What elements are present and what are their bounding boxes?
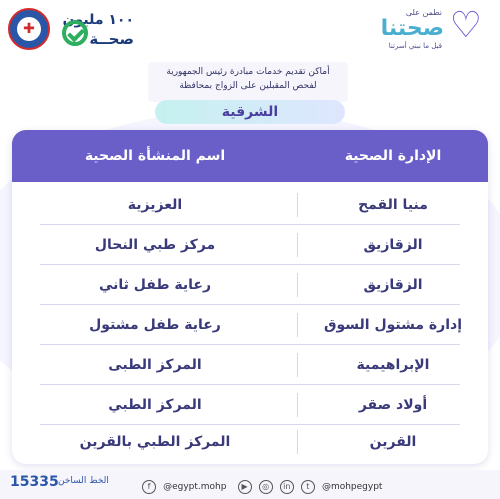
- checkmark-icon: [62, 20, 88, 46]
- facebook-handle[interactable]: @egypt.mohp: [163, 481, 227, 492]
- cell-health-administration: الزقازيق: [363, 277, 423, 293]
- hotline-label: الخط الساخن: [58, 476, 109, 486]
- cell-health-administration: الإبراهيمية: [356, 357, 430, 373]
- cell-facility-name: المركز الطبي بالقرين: [79, 434, 231, 450]
- header: [0, 0, 500, 60]
- social-handle[interactable]: @mohpegypt: [321, 481, 383, 492]
- column-divider: [297, 193, 298, 217]
- table-row: [12, 385, 488, 425]
- table-header: [12, 130, 488, 182]
- cell-facility-name: المركز الطبى: [108, 357, 202, 373]
- page-title: [148, 62, 348, 102]
- initiative-logo-subtitle: قبل ما نبني أسرتنا: [388, 42, 442, 50]
- initiative-logo-title: صحتنا: [380, 16, 444, 41]
- heart-icon: ♡: [449, 5, 482, 46]
- initiative-logo-small: نطمن على: [405, 8, 442, 17]
- ministry-logo: [8, 8, 50, 50]
- table-row: [12, 185, 488, 225]
- cell-health-administration: أولاد صقر: [358, 397, 428, 413]
- cell-health-administration: إدارة مشتول السوق: [323, 317, 462, 333]
- cell-health-administration: القرين: [369, 434, 417, 450]
- locations-table: [12, 130, 488, 464]
- table-row: [12, 305, 488, 345]
- column-divider: [297, 273, 298, 297]
- twitter-icon[interactable]: t: [301, 480, 315, 494]
- facebook-icon[interactable]: f: [142, 480, 156, 494]
- social-links: [142, 476, 492, 492]
- instagram-icon[interactable]: ◎: [259, 480, 273, 494]
- column-divider: [297, 393, 298, 417]
- hotline-number: 15335: [10, 474, 59, 490]
- column-divider: [297, 313, 298, 337]
- column-header-health-administration: الإدارة الصحية: [344, 148, 442, 164]
- governorate-badge: الشرقية: [155, 100, 345, 124]
- column-header-facility-name: اسم المنشأة الصحية: [84, 148, 226, 164]
- cell-health-administration: منيا القمح: [358, 197, 428, 213]
- brand-100-million-health: [62, 12, 162, 52]
- cell-facility-name: رعاية طفل مشتول: [89, 317, 221, 333]
- linkedin-icon[interactable]: in: [280, 480, 294, 494]
- column-divider: [297, 430, 298, 454]
- table-row: [12, 345, 488, 385]
- column-divider: [297, 353, 298, 377]
- cell-facility-name: المركز الطبي: [108, 397, 202, 413]
- youtube-icon[interactable]: ▶: [238, 480, 252, 494]
- brand-100m-line1: ١٠٠ مليون: [62, 12, 134, 28]
- table-row: [12, 265, 488, 305]
- title-line1: أماكن تقديم خدمات مبادرة رئيس الجمهورية: [166, 67, 330, 77]
- brand-100m-line2: صحــة: [89, 30, 134, 48]
- table-row: [12, 422, 488, 462]
- initiative-logo: [362, 4, 482, 56]
- table-row: [12, 225, 488, 265]
- ministry-logo-icon: ✚: [17, 17, 41, 41]
- footer: [0, 470, 500, 499]
- cell-health-administration: الزقازيق: [363, 237, 423, 253]
- cell-facility-name: مركز طبي النحال: [94, 237, 216, 253]
- cell-facility-name: رعاية طفل ثاني: [98, 277, 212, 293]
- cell-facility-name: العزيزية: [127, 197, 183, 213]
- title-line2: لفحص المقبلين على الزواج بمحافظة: [179, 81, 317, 91]
- column-divider: [297, 233, 298, 257]
